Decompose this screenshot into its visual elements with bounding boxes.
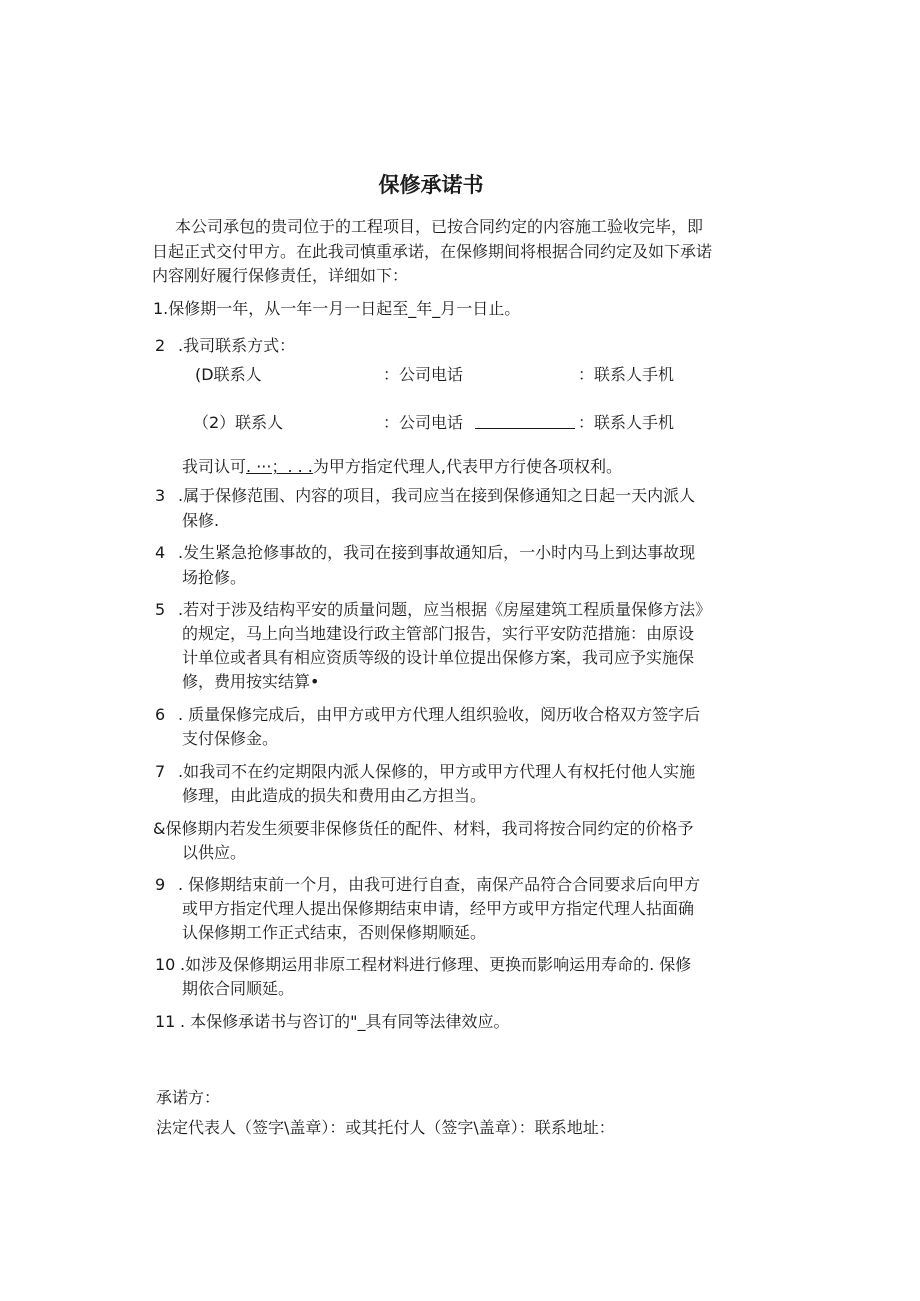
item-8-line-1: &保修期内若发生须要非保修货任的配件、材料，我司将按合同约定的价格予 — [153, 819, 694, 838]
item-4-line-2: 场抢修。 — [182, 568, 247, 587]
item-9-line-1: . 保修期结束前一个月，由我可进行自查，南保产品符合合同要求后向甲方 — [178, 875, 701, 894]
agent-mark: . ···；. . . — [246, 457, 313, 476]
item-6-line-1: . 质量保修完成后，由甲方或甲方代理人组织验收，阅历收合格双方签字后 — [178, 705, 701, 724]
item-5-line-2: 的规定，马上向当地建设行政主管部门报告，实行平安防范措施：由原设 — [182, 624, 695, 643]
item-7-number: 7 — [155, 762, 166, 781]
contact-1-mobile: ：联系人手机 — [578, 365, 675, 384]
item-9-line-3: 认保修期工作正式结束，否则保修期顺延。 — [182, 923, 487, 942]
item-11-text: . 本保修承诺书与咨订的"_具有同等法律效应。 — [180, 1012, 510, 1031]
phone-blank-line — [475, 428, 575, 429]
agent-pre: 我司认可 — [182, 457, 247, 476]
item-9-line-2: 或甲方指定代理人提出保修期结束申请，经甲方或甲方指定代理人拈面确 — [182, 899, 695, 918]
item-9-number: 9 — [155, 875, 166, 894]
page-title: 保修承诺书 — [378, 173, 484, 197]
item-1: 1.保修期一年，从一年一月一日起至_年_月一日止。 — [153, 299, 521, 318]
item-5-number: 5 — [155, 600, 166, 619]
item-3-line-1: .属于保修范围、内容的项目，我司应当在接到保修通知之日起一天内派人 — [178, 486, 696, 505]
item-10-number: 10 — [155, 955, 176, 974]
item-5-line-1: .若对于涉及结构平安的质量问题，应当根据《房屋建筑工程质量保修方法》 — [178, 600, 712, 619]
item-10-line-1: .如涉及保修期运用非原工程材料进行修理、更换而影响运用寿命的. 保修 — [180, 955, 692, 974]
intro-line-2: 日起正式交付甲方。在此我司慎重承诺，在保修期间将根据合同约定及如下承诺 — [152, 242, 713, 261]
item-5-line-4: 修，费用按实结算• — [182, 672, 320, 691]
item-7-line-1: .如我司不在约定期限内派人保修的，甲方或甲方代理人有权托付他人实施 — [178, 762, 696, 781]
promiser-label: 承诺方： — [156, 1088, 221, 1107]
item-8-line-2: 以供应。 — [182, 843, 247, 862]
agent-post: 为甲方指定代理人,代表甲方行使各项权利。 — [312, 457, 622, 476]
contact-2-mobile: ：联系人手机 — [578, 413, 675, 432]
agent-line — [182, 455, 622, 479]
contact-2-label: （2）联系人 — [193, 413, 284, 432]
item-3-line-2: 保修. — [182, 511, 220, 530]
item-5-line-3: 计单位或者具有相应资质等级的设计单位提出保修方案，我司应予实施保 — [182, 648, 695, 667]
item-7-line-2: 修理，由此造成的损失和费用由乙方担当。 — [182, 786, 487, 805]
item-2-number: 2 — [155, 336, 166, 355]
contact-2-phone: ：公司电话 — [383, 413, 464, 432]
item-2-text: .我司联系方式： — [178, 336, 296, 355]
item-3-number: 3 — [155, 486, 166, 505]
contact-1-phone: ：公司电话 — [383, 365, 464, 384]
item-4-number: 4 — [155, 543, 166, 562]
intro-line-3: 内容刚好履行保修责任，详细如下： — [152, 266, 409, 285]
item-10-line-2: 期依合同顺延。 — [182, 979, 295, 998]
intro-line-1: 本公司承包的贵司位于的工程项目，已按合同约定的内容施工验收完毕，即 — [175, 217, 704, 236]
contact-1-label: (D联系人 — [195, 365, 262, 384]
item-11-number: 11 — [155, 1012, 176, 1031]
item-6-line-2: 支付保修金。 — [182, 729, 279, 748]
item-6-number: 6 — [155, 705, 166, 724]
signature-line: 法定代表人（签字\盖章）：或其托付人（签字\盖章）：联系地址： — [156, 1118, 615, 1137]
item-4-line-1: .发生紧急抢修事故的，我司在接到事故通知后，一小时内马上到达事故现 — [178, 543, 696, 562]
